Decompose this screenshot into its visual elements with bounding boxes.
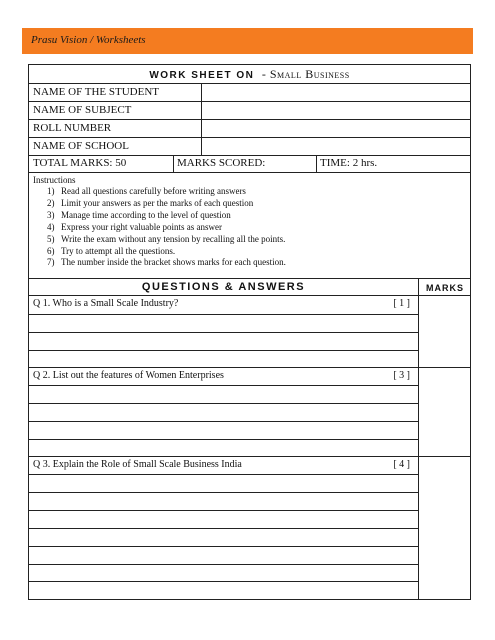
question-1-marks: [ 1 ] [393,298,410,309]
marks-scored-label: MARKS SCORED: [177,157,266,169]
list-item: 2) Limit your answers as per the marks of each question [47,197,254,208]
list-item: 3) Manage time according to the level of question [47,209,231,220]
answer-line [29,492,418,493]
list-item: 1) Read all questions carefully before writing answers [47,186,246,196]
answer-line [29,510,418,511]
roll-number-field[interactable] [202,120,470,137]
divider [418,278,419,599]
divider [29,456,470,457]
field-label-student: NAME OF THE STUDENT [33,86,159,98]
list-item: 4) Express your right valuable points as answer [47,221,222,232]
answer-line [29,528,418,529]
divider [316,155,317,172]
divider [29,367,470,368]
answer-line [29,421,418,422]
worksheet-title [29,67,470,82]
list-item: 5) Write the exam without any tension by recalling all the points. [47,233,286,244]
school-name-field[interactable] [202,138,470,155]
answer-line [29,439,418,440]
field-label-subject: NAME OF SUBJECT [33,104,132,116]
divider [29,172,470,173]
answer-line [29,332,418,333]
answer-line [29,581,418,582]
instructions-heading: Instructions [33,175,76,185]
divider [29,295,470,296]
instructions-list [47,186,286,269]
list-item: 7) The number inside the bracket shows marks for each question. [47,257,286,268]
question-2-marks: [ 3 ] [393,370,410,381]
worksheet-frame [28,64,471,600]
marks-column-heading: MARKS [426,283,464,293]
list-item: 6) Try to attempt all the questions. [47,245,176,256]
question-1: Q 1. Who is a Small Scale Industry? [33,298,179,309]
question-2: Q 2. List out the features of Women Enterprises [33,370,224,381]
title-subject: - Small Business [261,67,350,81]
answer-line [29,546,418,547]
divider [29,278,470,279]
question-3: Q 3. Explain the Role of Small Scale Business India [33,459,242,470]
qa-heading: QUESTIONS & ANSWERS [141,281,306,293]
divider [29,155,470,156]
answer-line [29,564,418,565]
field-label-school: NAME OF SCHOOL [33,140,129,152]
answer-line [29,385,418,386]
field-label-roll-number: ROLL NUMBER [33,122,112,134]
subject-name-field[interactable] [202,102,470,119]
divider [173,155,174,172]
banner-text: Prasu Vision / Worksheets [31,34,146,46]
answer-line [29,350,418,351]
title-prefix: WORK SHEET ON [149,70,255,81]
header-banner [22,28,473,54]
total-marks: TOTAL MARKS: 50 [33,157,127,169]
question-3-marks: [ 4 ] [393,459,410,470]
time-allowed: TIME: 2 hrs. [320,157,378,169]
answer-line [29,314,418,315]
answer-line [29,403,418,404]
student-name-field[interactable] [202,84,470,101]
answer-line [29,474,418,475]
